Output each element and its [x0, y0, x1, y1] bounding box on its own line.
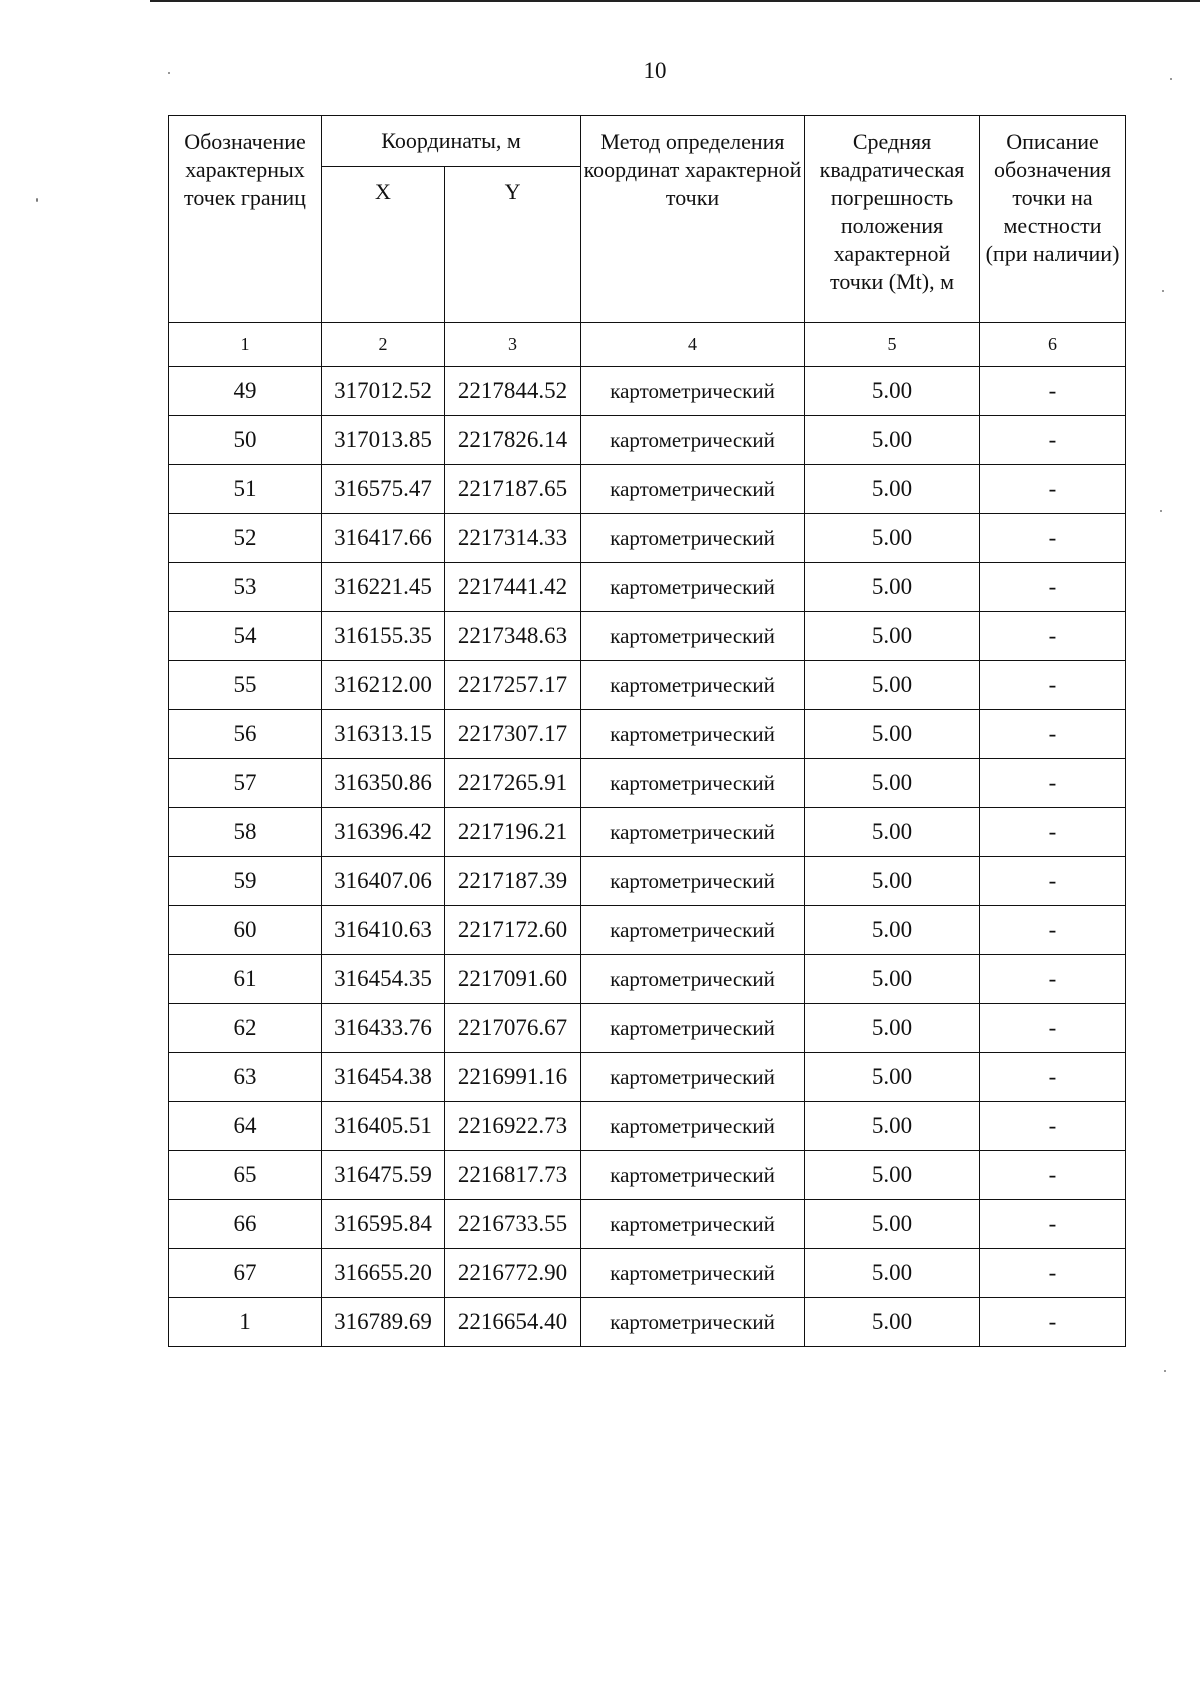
- table-row: [169, 465, 1126, 514]
- cell-x-coordinate: 316655.20: [322, 1249, 445, 1298]
- cell-mean-error: 5.00: [805, 416, 980, 465]
- cell-y-coordinate: 2217196.21: [445, 808, 581, 857]
- cell-point-number: 59: [169, 857, 322, 906]
- cell-point-number: 65: [169, 1151, 322, 1200]
- table-row: [169, 857, 1126, 906]
- table-row: [169, 416, 1126, 465]
- cell-description: -: [980, 514, 1126, 563]
- page-number: 10: [643, 58, 667, 83]
- cell-x-coordinate: 316454.35: [322, 955, 445, 1004]
- cell-y-coordinate: 2217348.63: [445, 612, 581, 661]
- cell-mean-error: 5.00: [805, 710, 980, 759]
- header-coordinates: Координаты, м: [322, 116, 581, 167]
- cell-description: -: [980, 759, 1126, 808]
- table-row: [169, 612, 1126, 661]
- cell-mean-error: 5.00: [805, 759, 980, 808]
- table-row: [169, 1102, 1126, 1151]
- cell-y-coordinate: 2217314.33: [445, 514, 581, 563]
- cell-point-number: 63: [169, 1053, 322, 1102]
- cell-y-coordinate: 2216733.55: [445, 1200, 581, 1249]
- cell-method: картометрический: [581, 1249, 805, 1298]
- cell-method: картометрический: [581, 1200, 805, 1249]
- coordinates-table: [168, 115, 1126, 1347]
- cell-description: -: [980, 955, 1126, 1004]
- cell-x-coordinate: 316475.59: [322, 1151, 445, 1200]
- cell-x-coordinate: 316454.38: [322, 1053, 445, 1102]
- scan-speck: [168, 72, 170, 74]
- cell-mean-error: 5.00: [805, 1004, 980, 1053]
- cell-y-coordinate: 2217265.91: [445, 759, 581, 808]
- cell-point-number: 51: [169, 465, 322, 514]
- cell-x-coordinate: 316155.35: [322, 612, 445, 661]
- cell-description: -: [980, 1249, 1126, 1298]
- cell-x-coordinate: 317013.85: [322, 416, 445, 465]
- cell-y-coordinate: 2217091.60: [445, 955, 581, 1004]
- cell-point-number: 58: [169, 808, 322, 857]
- scan-speck: [1160, 510, 1162, 512]
- cell-point-number: 66: [169, 1200, 322, 1249]
- cell-mean-error: 5.00: [805, 857, 980, 906]
- cell-x-coordinate: 316396.42: [322, 808, 445, 857]
- cell-description: -: [980, 1200, 1126, 1249]
- cell-y-coordinate: 2216991.16: [445, 1053, 581, 1102]
- cell-description: -: [980, 906, 1126, 955]
- table-row: [169, 1249, 1126, 1298]
- cell-method: картометрический: [581, 906, 805, 955]
- cell-x-coordinate: 316417.66: [322, 514, 445, 563]
- cell-mean-error: 5.00: [805, 465, 980, 514]
- cell-x-coordinate: 316410.63: [322, 906, 445, 955]
- column-number: 2: [322, 323, 445, 367]
- cell-mean-error: 5.00: [805, 367, 980, 416]
- cell-method: картометрический: [581, 808, 805, 857]
- cell-description: -: [980, 563, 1126, 612]
- column-number: 4: [581, 323, 805, 367]
- cell-method: картометрический: [581, 759, 805, 808]
- cell-point-number: 55: [169, 661, 322, 710]
- scan-speck: [36, 198, 38, 202]
- cell-method: картометрический: [581, 1004, 805, 1053]
- cell-method: картометрический: [581, 367, 805, 416]
- cell-point-number: 57: [169, 759, 322, 808]
- cell-method: картометрический: [581, 563, 805, 612]
- column-number-row: [169, 323, 1126, 367]
- column-number: 1: [169, 323, 322, 367]
- cell-y-coordinate: 2217187.65: [445, 465, 581, 514]
- top-border-line: [150, 0, 1200, 2]
- cell-mean-error: 5.00: [805, 955, 980, 1004]
- cell-y-coordinate: 2217172.60: [445, 906, 581, 955]
- cell-mean-error: 5.00: [805, 661, 980, 710]
- cell-x-coordinate: 316221.45: [322, 563, 445, 612]
- cell-point-number: 54: [169, 612, 322, 661]
- table-row: [169, 1298, 1126, 1347]
- cell-description: -: [980, 1004, 1126, 1053]
- cell-mean-error: 5.00: [805, 514, 980, 563]
- cell-mean-error: 5.00: [805, 563, 980, 612]
- cell-method: картометрический: [581, 612, 805, 661]
- cell-description: -: [980, 808, 1126, 857]
- cell-description: -: [980, 1298, 1126, 1347]
- cell-method: картометрический: [581, 661, 805, 710]
- cell-method: картометрический: [581, 416, 805, 465]
- table-row: [169, 1151, 1126, 1200]
- cell-x-coordinate: 316433.76: [322, 1004, 445, 1053]
- cell-method: картометрический: [581, 514, 805, 563]
- table-row: [169, 955, 1126, 1004]
- cell-y-coordinate: 2217076.67: [445, 1004, 581, 1053]
- column-number: 3: [445, 323, 581, 367]
- cell-method: картометрический: [581, 1298, 805, 1347]
- table-row: [169, 808, 1126, 857]
- cell-description: -: [980, 465, 1126, 514]
- cell-y-coordinate: 2216817.73: [445, 1151, 581, 1200]
- table-row: [169, 1200, 1126, 1249]
- cell-x-coordinate: 316313.15: [322, 710, 445, 759]
- table-row: [169, 1053, 1126, 1102]
- cell-y-coordinate: 2217187.39: [445, 857, 581, 906]
- scan-speck: [1164, 1370, 1166, 1372]
- cell-mean-error: 5.00: [805, 1298, 980, 1347]
- header-mean-error: Средняя квадратическая погрешность положения характерной точки (Mt), м: [805, 116, 980, 323]
- header-x: X: [322, 167, 445, 323]
- cell-mean-error: 5.00: [805, 1053, 980, 1102]
- cell-x-coordinate: 316575.47: [322, 465, 445, 514]
- cell-y-coordinate: 2217307.17: [445, 710, 581, 759]
- column-number: 6: [980, 323, 1126, 367]
- cell-y-coordinate: 2217826.14: [445, 416, 581, 465]
- cell-point-number: 67: [169, 1249, 322, 1298]
- cell-y-coordinate: 2216772.90: [445, 1249, 581, 1298]
- cell-point-number: 52: [169, 514, 322, 563]
- table-row: [169, 563, 1126, 612]
- table-row: [169, 514, 1126, 563]
- cell-mean-error: 5.00: [805, 808, 980, 857]
- cell-description: -: [980, 416, 1126, 465]
- cell-y-coordinate: 2216922.73: [445, 1102, 581, 1151]
- cell-mean-error: 5.00: [805, 906, 980, 955]
- scan-speck: [1162, 290, 1164, 292]
- cell-mean-error: 5.00: [805, 1102, 980, 1151]
- table-row: [169, 661, 1126, 710]
- cell-point-number: 56: [169, 710, 322, 759]
- cell-mean-error: 5.00: [805, 1249, 980, 1298]
- cell-description: -: [980, 612, 1126, 661]
- header-method: Метод определения координат характерной точки: [581, 116, 805, 323]
- cell-mean-error: 5.00: [805, 1200, 980, 1249]
- cell-x-coordinate: 317012.52: [322, 367, 445, 416]
- cell-description: -: [980, 1102, 1126, 1151]
- cell-x-coordinate: 316789.69: [322, 1298, 445, 1347]
- cell-y-coordinate: 2217441.42: [445, 563, 581, 612]
- cell-method: картометрический: [581, 1053, 805, 1102]
- cell-mean-error: 5.00: [805, 612, 980, 661]
- cell-point-number: 61: [169, 955, 322, 1004]
- cell-method: картометрический: [581, 710, 805, 759]
- cell-x-coordinate: 316350.86: [322, 759, 445, 808]
- cell-method: картометрический: [581, 857, 805, 906]
- cell-method: картометрический: [581, 465, 805, 514]
- header-point-designation: Обозначение характерных точек границ: [169, 116, 322, 323]
- cell-point-number: 49: [169, 367, 322, 416]
- cell-method: картометрический: [581, 955, 805, 1004]
- scan-speck: [1170, 78, 1172, 80]
- cell-description: -: [980, 1151, 1126, 1200]
- table-row: [169, 1004, 1126, 1053]
- cell-x-coordinate: 316212.00: [322, 661, 445, 710]
- cell-mean-error: 5.00: [805, 1151, 980, 1200]
- cell-method: картометрический: [581, 1151, 805, 1200]
- cell-y-coordinate: 2217844.52: [445, 367, 581, 416]
- cell-point-number: 62: [169, 1004, 322, 1053]
- table-row: [169, 367, 1126, 416]
- cell-point-number: 64: [169, 1102, 322, 1151]
- table-row: [169, 759, 1126, 808]
- cell-point-number: 1: [169, 1298, 322, 1347]
- cell-description: -: [980, 367, 1126, 416]
- table-row: [169, 710, 1126, 759]
- cell-description: -: [980, 661, 1126, 710]
- cell-point-number: 60: [169, 906, 322, 955]
- cell-method: картометрический: [581, 1102, 805, 1151]
- cell-x-coordinate: 316407.06: [322, 857, 445, 906]
- cell-y-coordinate: 2216654.40: [445, 1298, 581, 1347]
- cell-description: -: [980, 710, 1126, 759]
- cell-y-coordinate: 2217257.17: [445, 661, 581, 710]
- table-row: [169, 906, 1126, 955]
- cell-point-number: 53: [169, 563, 322, 612]
- header-description: Описание обозначения точки на местности (при наличии): [980, 116, 1126, 323]
- cell-x-coordinate: 316595.84: [322, 1200, 445, 1249]
- header-y: Y: [445, 167, 581, 323]
- cell-description: -: [980, 857, 1126, 906]
- cell-point-number: 50: [169, 416, 322, 465]
- cell-description: -: [980, 1053, 1126, 1102]
- cell-x-coordinate: 316405.51: [322, 1102, 445, 1151]
- column-number: 5: [805, 323, 980, 367]
